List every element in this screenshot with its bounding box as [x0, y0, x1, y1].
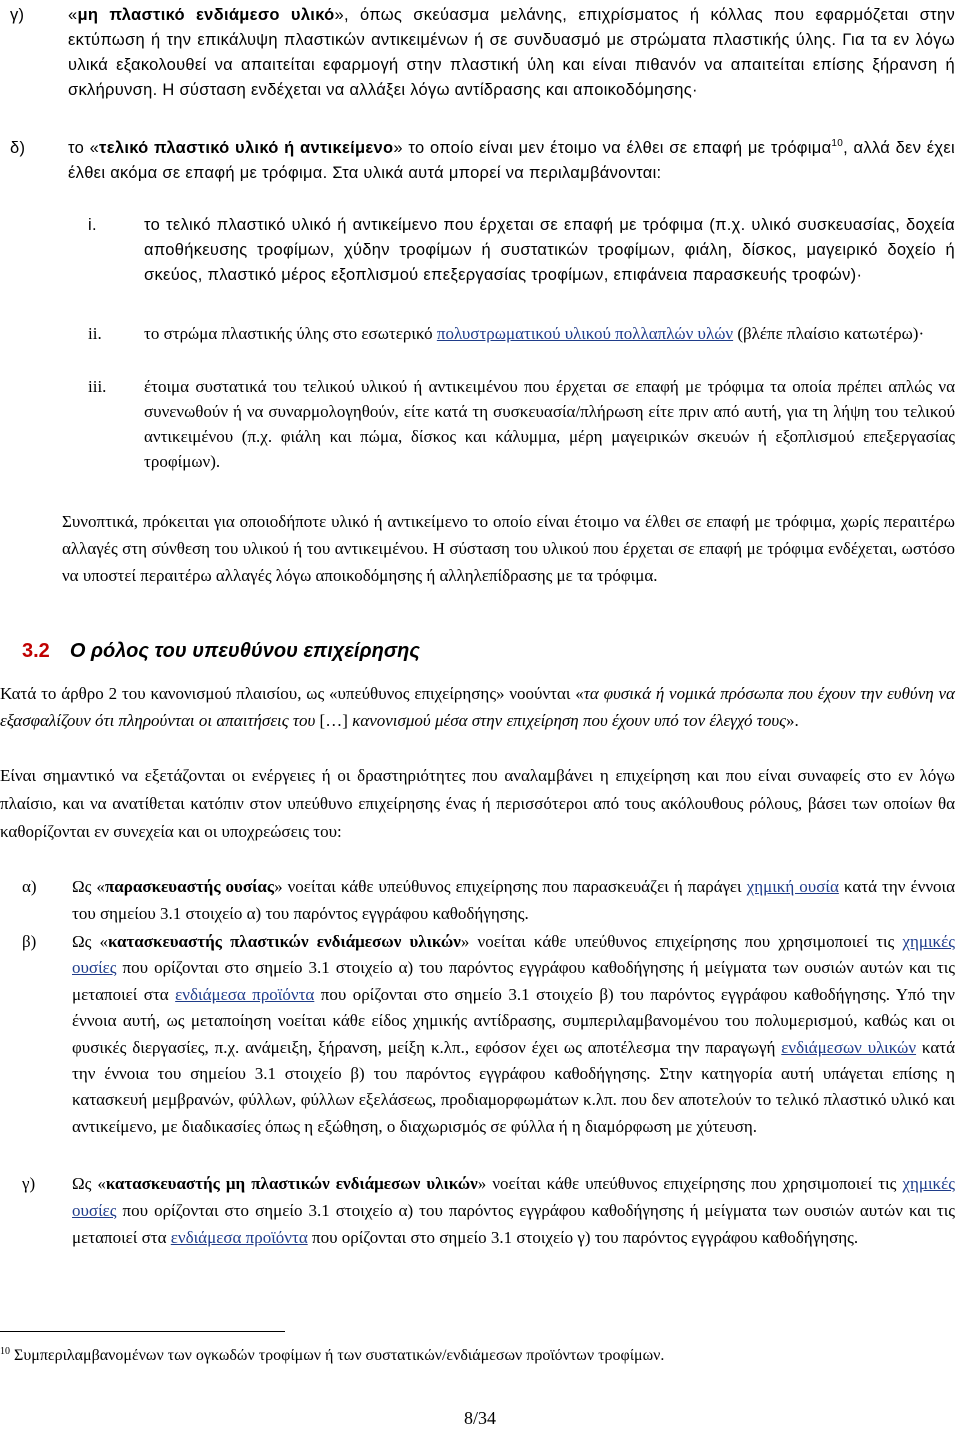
- list-item-text: το «τελικό πλαστικό υλικό ή αντικείμενο» το οποίο είναι μεν έτοιμο να έλθει σε επαφή με τρόφιμα$^{10}$, αλλά δεν έχει έλθει ακόμα σε επαφή με τρόφιμα. Στα υλικά αυτά μπορεί να περιλαμβάνονται:: [68, 138, 956, 182]
- footnote-text: Συμπεριλαμβανομένων των ογκωδών τροφίμων ή των συστατικών/ενδιάμεσων προϊόντων τροφίμων.: [14, 1347, 665, 1364]
- list-marker: δ): [10, 139, 26, 157]
- role-marker: α): [22, 877, 37, 896]
- term-bold: κατασκευαστής μη πλαστικών ενδιάμεσων υλικών: [105, 1174, 478, 1193]
- term-bold: μη πλαστικό ενδιάμεσο υλικό: [77, 6, 335, 24]
- chemical-substances-link[interactable]: χημικές ουσίες: [72, 1174, 955, 1220]
- section-heading: [22, 640, 420, 663]
- list-item-gamma-intermediate: [10, 3, 955, 103]
- role-item-beta: β) Ως «κατασκευαστής πλαστικών ενδιάμεσων υλικών» νοείται κάθε υπεύθυνος επιχείρησης που χρησιμοποιεί τις χημικές ουσίες που ορίζονται στο σημείο 3.1 στοιχείο α) του παρόντος εγγράφου καθοδήγησης ή μείγματα των ουσιών αυτών και τις μεταποιεί στα ενδιάμεσα προϊόντα που ορίζονται στο σημείο 3.1 στοιχείο β) του παρόντος εγγράφου καθοδήγησης. Υπό την έννοια αυτή, ως μεταποίηση νοείται κάθε είδος χημικής αντίδρασης, συμπεριλαμβανομένου του πολυμερισμού, καθώς και οι φυσικές διεργασίες, π.χ. ανάμειξη, ξήρανση, μείξη κ.λπ., εφόσον έχει ως αποτέλεσμα την παραγωγή ενδιάμεσων υλικών κατά την έννοια του σημείου 3.1 στοιχείο β) του παρόντος εγγράφου καθοδήγησης. Στην κατηγορία αυτή υπάγεται επίσης η κατασκευή μεμβρανών, φύλλων, φύλλων εξελάσεως, προδιαμορφωμάτων κ.λπ. που δεν αποτελούν το τελικό πλαστικό υλικό και αντικείμενο, με διαδικασίες όπως η εξώθηση, ο διαχωρισμός σε φύλλα ή η διαμόρφωση με χύτευση.: [22, 929, 955, 1140]
- footnote-ref[interactable]: 10: [831, 138, 844, 149]
- subitem-marker: iii.: [88, 377, 107, 396]
- paragraph-roles-intro: Είναι σημαντικό να εξετάζονται οι ενέργειες ή οι δραστηριότητες που αναλαμβάνει η επιχείρηση και που είναι συναφείς στο εν λόγω πλαίσιο, και να ανατίθεται κατόπιν στον υπεύθυνο επιχείρησης ένας ή περισσότεροι από τους ακόλουθους ρόλους, βάσει των οποίων θα καθορίζονται εν συνεχεία και οι υποχρεώσεις του:: [0, 766, 955, 841]
- subitem-i: [88, 213, 955, 288]
- subitem-marker: ii.: [88, 324, 102, 343]
- role-marker: β): [22, 932, 37, 951]
- intermediate-products-link[interactable]: ενδιάμεσα προϊόντα: [170, 1228, 308, 1247]
- term-bold: παρασκευαστής ουσίας: [104, 877, 275, 896]
- subitem-text: έτοιμα συστατικά του τελικού υλικού ή αντικειμένου που έρχεται σε επαφή με τρόφιμα τα οποία πρέπει απλώς να συνενωθούν ή να συναρμολογηθούν, είτε κατά τη συσκευασία/πλήρωση είτε πριν από αυτή, για τη λήψη του τελικού αντικειμένου (π.χ. φιάλη και πώμα, δίσκος και κάλυμμα, μέρη μαγειρικών σκευών ή εξοπλισμού επεξεργασίας τροφίμων).: [144, 377, 955, 471]
- subitem-ii: [88, 321, 955, 346]
- footnote-number: 10: [0, 1346, 10, 1357]
- list-item-text: «μη πλαστικό ενδιάμεσο υλικό», όπως σκεύασμα μελάνης, επιχρίσματος ή κόλλας που εφαρμόζεται στην εκτύπωση ή την επικάλυψη πλαστικών αντικειμένων ή σε συνδυασμό με στρώματα πλαστικής ύλης. Για τα εν λόγω υλικά εξακολουθεί να απαιτείται εφαρμογή στην πλαστική ύλη και είναι πιθανόν να απαιτείται επίσης ξήρανση ή σκλήρυνση. Η σύσταση ενδέχεται να αλλάξει λόγω αντίδρασης και αποικοδόμησης·: [68, 6, 955, 99]
- subitem-iii: [88, 374, 955, 474]
- subitem-text: το τελικό πλαστικό υλικό ή αντικείμενο που έρχεται σε επαφή με τρόφιμα (π.χ. υλικό συσκευασίας, δοχεία αποθήκευσης τροφίμων, χύδην τροφίμων ή συστατικών τροφίμων, φιάλη, δίσκος, μαγειρικό δοχείο ή σκεύος, πλαστικό μέρος εξοπλισμού επεξεργασίας τροφίμων, επιφάνεια παρασκευής τροφών)·: [144, 216, 955, 284]
- term-bold: τελικό πλαστικό υλικό ή αντικείμενο: [99, 139, 394, 157]
- chemical-substance-link[interactable]: χημική ουσία: [746, 877, 839, 896]
- list-marker: γ): [10, 6, 25, 24]
- role-item-gamma: γ) Ως «κατασκευαστής μη πλαστικών ενδιάμεσων υλικών» νοείται κάθε υπεύθυνος επιχείρησης που χρησιμοποιεί τις χημικές ουσίες που ορίζονται στο σημείο 3.1 στοιχείο α) του παρόντος εγγράφου καθοδήγησης ή μείγματα των ουσιών αυτών και τις μεταποιεί στα ενδιάμεσα προϊόντα που ορίζονται στο σημείο 3.1 στοιχείο γ) του παρόντος εγγράφου καθοδήγησης.: [22, 1170, 955, 1251]
- section-number: 3.2: [22, 640, 50, 662]
- page-number: 8/34: [463, 1408, 496, 1428]
- list-item-delta-final-material: [10, 136, 955, 186]
- term-bold: κατασκευαστής πλαστικών ενδιάμεσων υλικών: [108, 932, 461, 951]
- intermediate-products-link[interactable]: ενδιάμεσα προϊόντα: [175, 984, 315, 1004]
- role-item-alpha: α) Ως «παρασκευαστής ουσίας» νοείται κάθε υπεύθυνος επιχείρησης που παρασκευάζει ή παράγει χημική ουσία κατά την έννοια του σημείου 3.1 στοιχείο α) του παρόντος εγγράφου καθοδήγησης.: [22, 873, 955, 927]
- multimaterial-link[interactable]: πολυστρωματικού υλικού πολλαπλών υλών: [436, 324, 734, 343]
- subitem-text: το στρώμα πλαστικής ύλης στο εσωτερικό πολυστρωματικού υλικού πολλαπλών υλών (βλέπε πλαίσιο κατωτέρω)·: [144, 324, 925, 343]
- summary-paragraph: Συνοπτικά, πρόκειται για οποιοδήποτε υλικό ή αντικείμενο το οποίο είναι έτοιμο να έλθει σε επαφή με τρόφιμα, χωρίς περαιτέρω αλλαγές στη σύνθεση του υλικού ή του αντικειμένου. Η σύσταση του υλικού που έρχεται σε επαφή με τρόφιμα ενδέχεται, ωστόσο να υποστεί περαιτέρω αλλαγές λόγω αποικοδόμησης ή αλληλεπίδρασης με τα τρόφιμα.: [62, 512, 955, 585]
- footnote-separator: [0, 1331, 285, 1332]
- section-title: Ο ρόλος του υπευθύνου επιχείρησης: [69, 640, 420, 662]
- intermediate-materials-link[interactable]: ενδιάμεσων υλικών: [781, 1037, 917, 1057]
- subitem-marker: i.: [88, 216, 97, 234]
- paragraph-article-2: Κατά το άρθρο 2 του κανονισμού πλαισίου, ως «υπεύθυνος επιχείρησης» νοούνται «τα φυσικά ή νομικά πρόσωπα που έχουν την ευθύνη να εξασφαλίζουν ότι πληρούνται οι απαιτήσεις του […] κανονισμού μέσα στην επιχείρηση που έχουν υπό τον έλεγχό τους».: [0, 684, 955, 730]
- footnote: [0, 1347, 664, 1365]
- chemical-substances-link[interactable]: χημικές ουσίες: [72, 932, 955, 978]
- role-marker: γ): [22, 1174, 36, 1193]
